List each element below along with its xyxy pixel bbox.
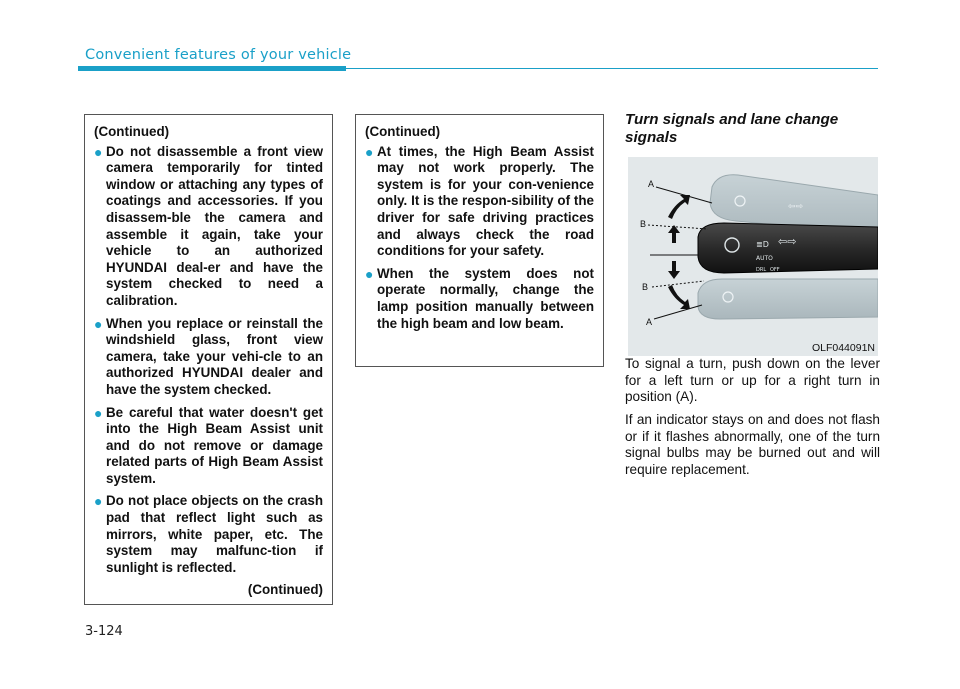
running-header-title: Convenient features of your vehicle bbox=[85, 47, 352, 63]
bullet-icon: ● bbox=[365, 265, 374, 282]
caution-list bbox=[94, 144, 323, 577]
bullet-icon: ● bbox=[365, 143, 374, 160]
caution-item bbox=[94, 316, 323, 399]
arrow-up-icon bbox=[668, 225, 680, 243]
callout-b-top: B bbox=[640, 219, 647, 229]
continued-label-bottom: (Continued) bbox=[247, 582, 323, 598]
caution-text: Do not place objects on the crash pad that reflect light such as mirrors, white paper, etc. The system may malfunc-tion if sunlight is reflected. bbox=[106, 493, 323, 575]
stalk-label-auto: AUTO bbox=[756, 255, 773, 262]
arrow-curved-down-icon bbox=[668, 285, 690, 309]
svg-text:≣D: ≣D bbox=[756, 240, 769, 249]
caution-text: When you replace or reinstall the windshield glass, front view camera, take your vehi-cle to an authorized HYUNDAI dealer and have the system checked. bbox=[106, 315, 323, 397]
lever-down-ghost bbox=[698, 279, 878, 319]
caution-item bbox=[365, 144, 594, 260]
arrow-down-icon bbox=[668, 261, 680, 279]
bullet-icon: ● bbox=[94, 404, 103, 421]
header-rule bbox=[346, 68, 878, 69]
caution-text: When the system does not operate normally, change the lamp position manually between the high beam and low beam. bbox=[377, 265, 594, 331]
svg-text:⇦⇨: ⇦⇨ bbox=[788, 202, 804, 212]
caution-box-middle bbox=[355, 114, 604, 367]
lever-neutral bbox=[698, 223, 878, 273]
instruction-paragraph: If an indicator stays on and does not flash or if it flashes abnormally, one of the turn signal bulbs may be burned out and will require replacement. bbox=[625, 412, 880, 477]
section-heading: Turn signals and lane change signals bbox=[625, 111, 839, 146]
pointer-line-b-top bbox=[648, 225, 708, 229]
caution-item bbox=[365, 266, 594, 332]
callout-a-top: A bbox=[648, 179, 655, 189]
page-number: 3-124 bbox=[85, 624, 123, 639]
turn-signal-lever-illustration bbox=[628, 157, 878, 356]
caution-text: Do not disassemble a front view camera temporarily for tinted window or attaching any types of coatings and accessories. If you disassem-ble the camera and assemble it again, take your vehicle to an authorized HYUNDAI deal-er and have the system checked to need a calibration. bbox=[106, 143, 323, 308]
caution-item bbox=[94, 405, 323, 488]
turn-signal-lever-figure bbox=[628, 157, 878, 356]
caution-text: Be careful that water doesn't get into the High Beam Assist unit and do not remove or damage related parts of High Beam Assist system. bbox=[106, 404, 323, 486]
pointer-line-a-bottom bbox=[654, 305, 702, 319]
figure-id: OLF044091N bbox=[811, 342, 875, 354]
bullet-icon: ● bbox=[94, 315, 103, 332]
caution-item bbox=[94, 493, 323, 576]
caution-box-left bbox=[84, 114, 333, 605]
pointer-line-b-bottom bbox=[652, 281, 704, 287]
callout-a-bottom: A bbox=[646, 317, 653, 327]
svg-text:⇦⇨: ⇦⇨ bbox=[778, 235, 797, 248]
callout-b-bottom: B bbox=[642, 282, 649, 292]
caution-text: At times, the High Beam Assist may not work properly. The system is for your con-venience only. It is the respon-sibility of the driver for safe driving practices and always check the road conditions for your safety. bbox=[377, 143, 594, 259]
caution-item bbox=[94, 144, 323, 310]
arrow-icons bbox=[668, 195, 690, 309]
stalk-label-drl: DRL bbox=[756, 267, 767, 273]
bullet-icon: ● bbox=[94, 143, 103, 160]
caution-list bbox=[365, 144, 594, 333]
header-accent-bar bbox=[78, 66, 346, 71]
arrow-curved-up-icon bbox=[668, 195, 690, 219]
instruction-paragraph: To signal a turn, push down on the lever for a left turn or up for a right turn in position (A). bbox=[625, 356, 880, 405]
continued-label-top: (Continued) bbox=[94, 124, 170, 139]
stalk-label-off: OFF bbox=[770, 267, 780, 273]
bullet-icon: ● bbox=[94, 493, 103, 510]
continued-label-top: (Continued) bbox=[365, 124, 441, 139]
